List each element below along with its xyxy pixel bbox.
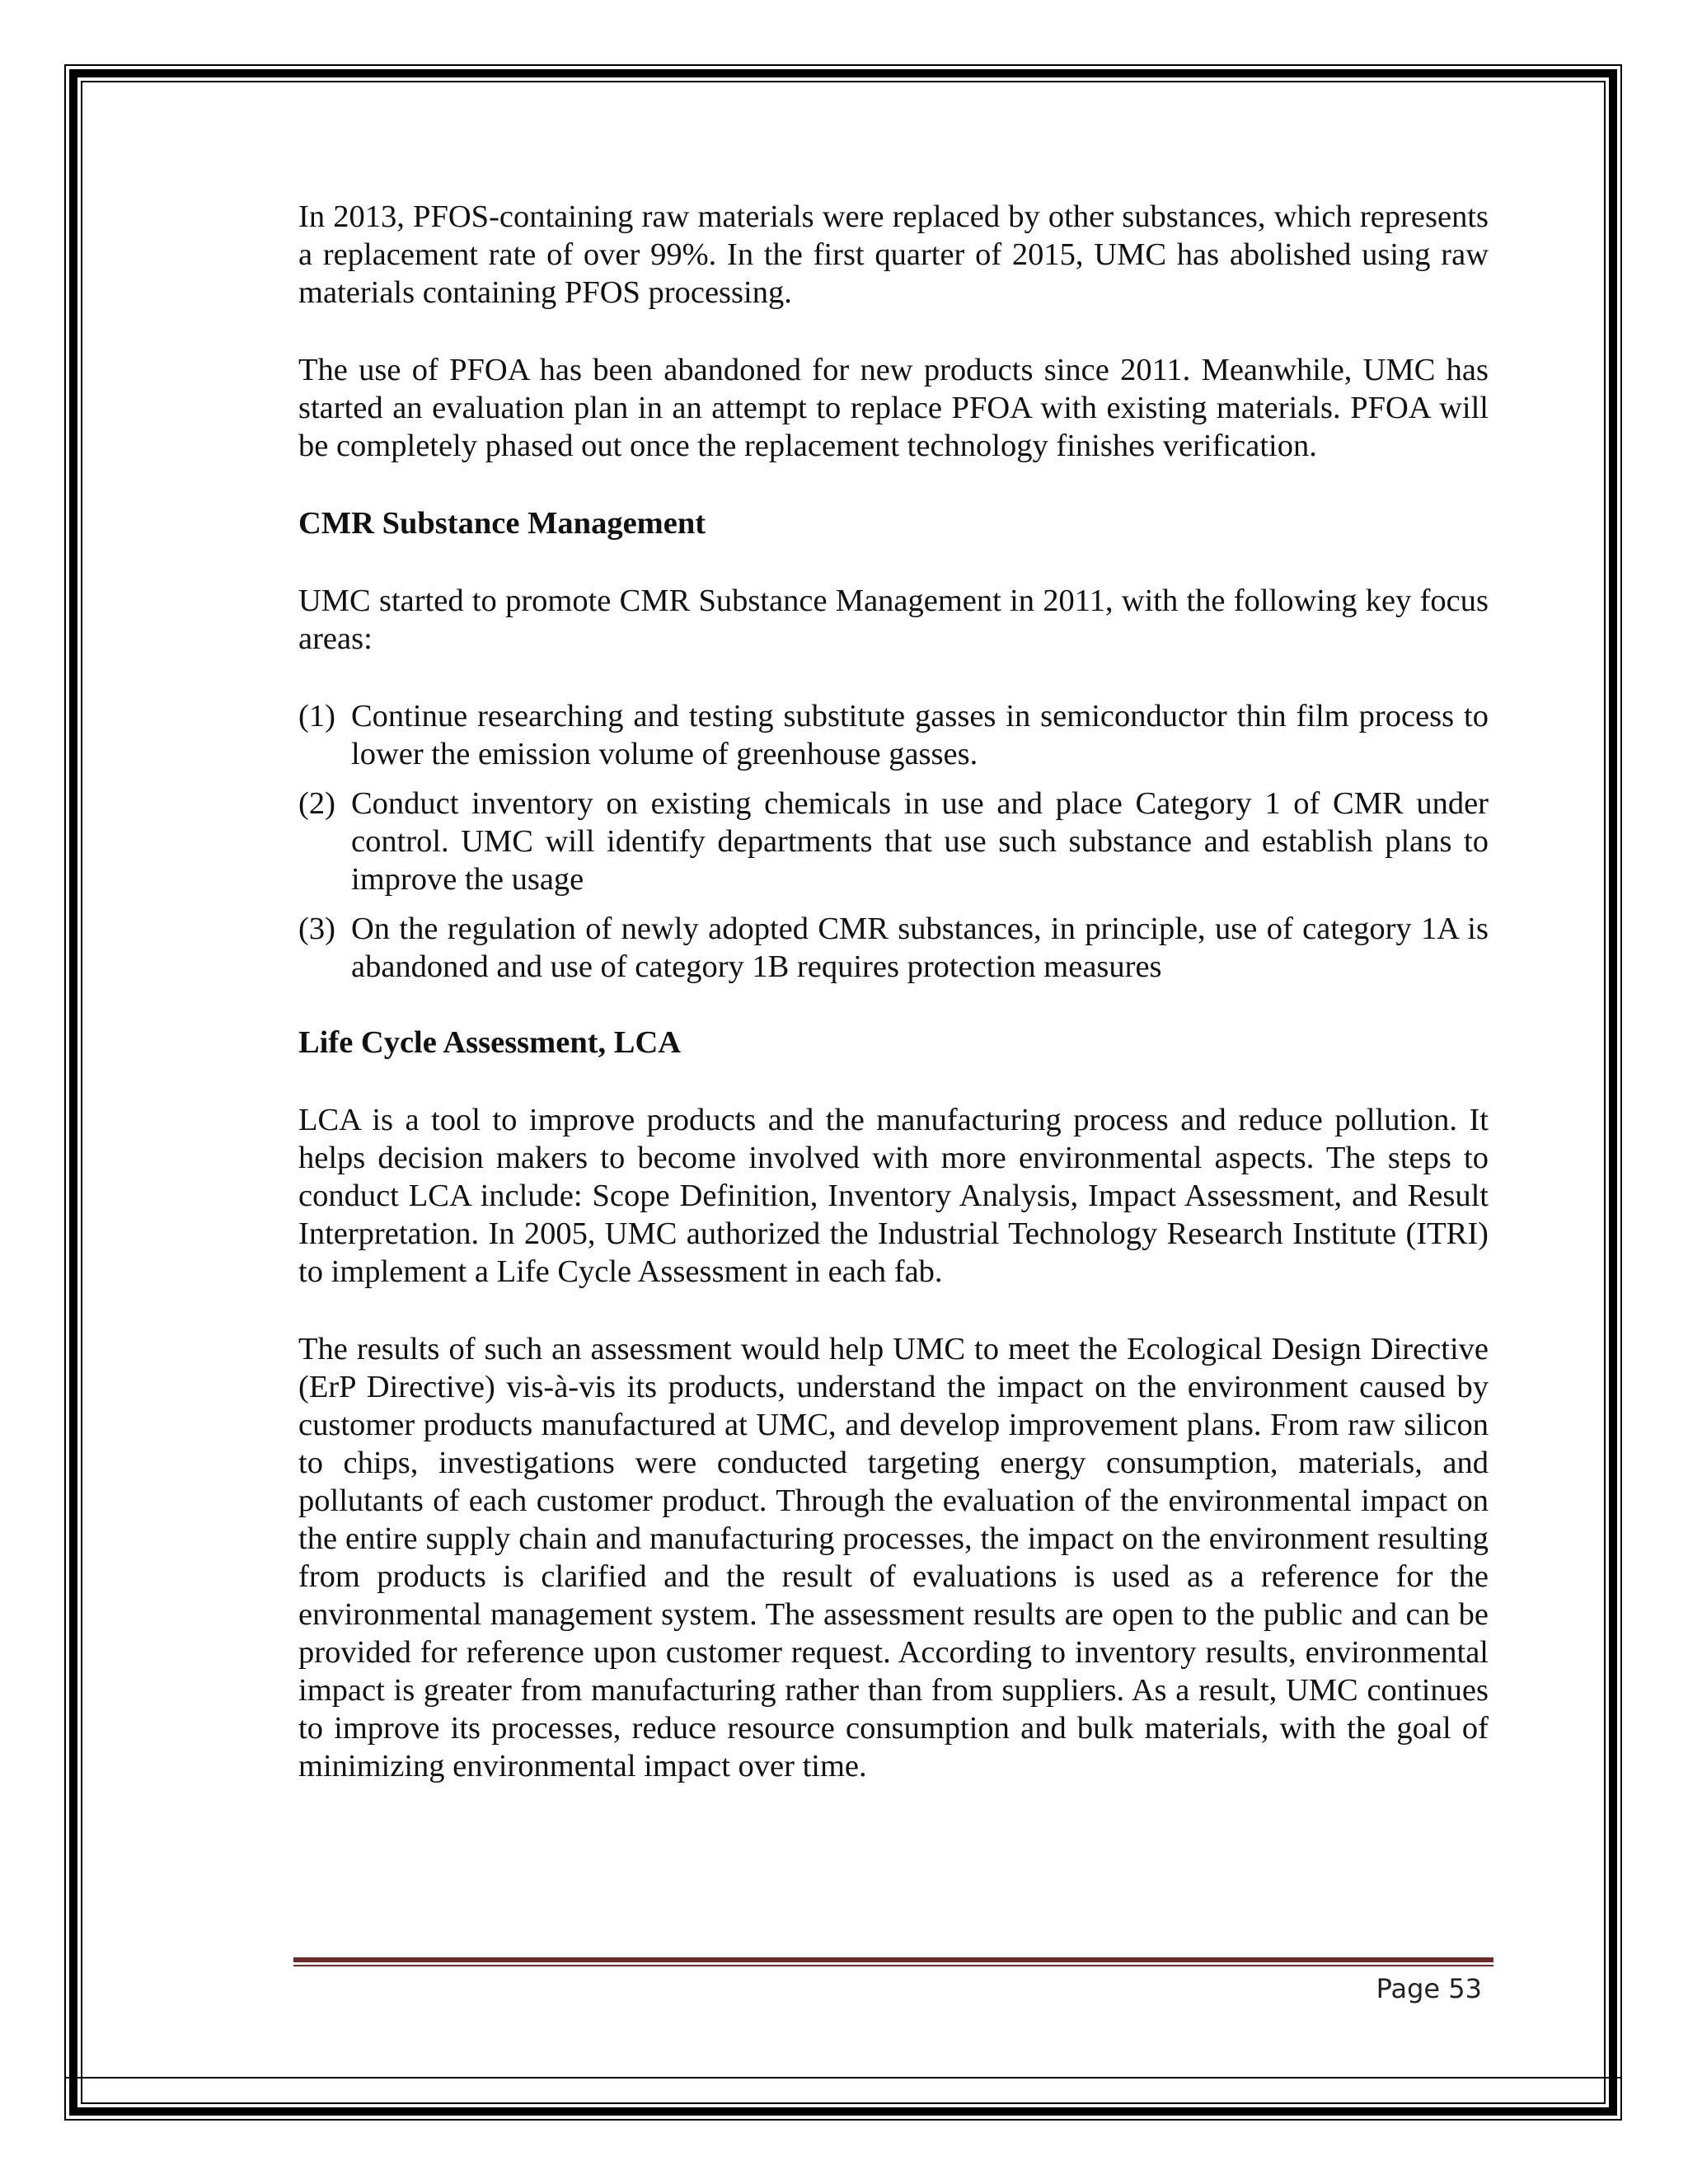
list-item: [298, 697, 1489, 773]
paragraph-lca-definition: LCA is a tool to improve products and the manufacturing process and reduce pollution. It helps decision makers to become involved with more environmental aspects. The steps to conduct LCA include: Scope Definition, Inventory Analysis, Impact Assessment, and Result Interpretation. In 2005, UMC authorized the Industrial Technology Research Institute (ITRI) to implement a Life Cycle Assessment in each fab.: [298, 1103, 1489, 1289]
paragraph-pfoa: The use of PFOA has been abandoned for new products since 2011. Meanwhile, UMC has started an evaluation plan in an attempt to replace PFOA with existing materials. PFOA will be completely phased out once the replacement technology finishes verification.: [298, 353, 1489, 463]
list-item: [298, 785, 1489, 898]
paragraph-cmr-intro: UMC started to promote CMR Substance Management in 2011, with the following key focus areas:: [298, 583, 1489, 656]
list-item-number: (1): [298, 699, 335, 733]
paragraph-lca-results: The results of such an assessment would help UMC to meet the Ecological Design Directive (ErP Directive) vis-à-vis its products, understand the impact on the environment caused by customer products manufactured at UMC, and develop improvement plans. From raw silicon to chips, investigations were conducted targeting energy consumption, materials, and pollutants of each customer product. Through the evaluation of the environmental impact on the entire supply chain and manufacturing processes, the impact on the environment resulting from products is clarified and the result of evaluations is used as a reference for the environmental management system. The assessment results are open to the public and can be provided for reference upon customer request. According to inventory results, environmental impact is greater from manufacturing rather than from suppliers. As a result, UMC continues to improve its processes, reduce resource consumption and bulk materials, with the goal of minimizing environmental impact over time.: [298, 1332, 1489, 1783]
cmr-focus-list: [298, 697, 1489, 986]
page-bottom-line: [64, 2077, 1622, 2079]
document-body: [298, 198, 1489, 1785]
footer-rule-thin: [293, 1965, 1493, 1966]
list-item-text: Continue researching and testing substitute gasses in semiconductor thin film process to lower the emission volume of greenhouse gasses.: [351, 699, 1489, 771]
paragraph-pfos: In 2013, PFOS-containing raw materials were replaced by other substances, which represents a replacement rate of over 99%. In the first quarter of 2015, UMC has abolished using raw materials containing PFOS processing.: [298, 199, 1489, 310]
list-item-text: Conduct inventory on existing chemicals in use and place Category 1 of CMR under control. UMC will identify departments that use such substance and establish plans to improve the usage: [351, 786, 1489, 897]
list-item-text: On the regulation of newly adopted CMR substances, in principle, use of category 1A is abandoned and use of category 1B requires protection measures: [351, 912, 1489, 984]
page-number: Page 53: [1376, 1973, 1482, 2004]
heading-cmr: CMR Substance Management: [298, 506, 706, 541]
list-item-number: (3): [298, 912, 335, 946]
footer-rule: [293, 1957, 1493, 1966]
footer-rule-thick: [293, 1957, 1493, 1962]
list-item: [298, 910, 1489, 986]
heading-lca: Life Cycle Assessment, LCA: [298, 1025, 682, 1060]
list-item-number: (2): [298, 786, 335, 821]
